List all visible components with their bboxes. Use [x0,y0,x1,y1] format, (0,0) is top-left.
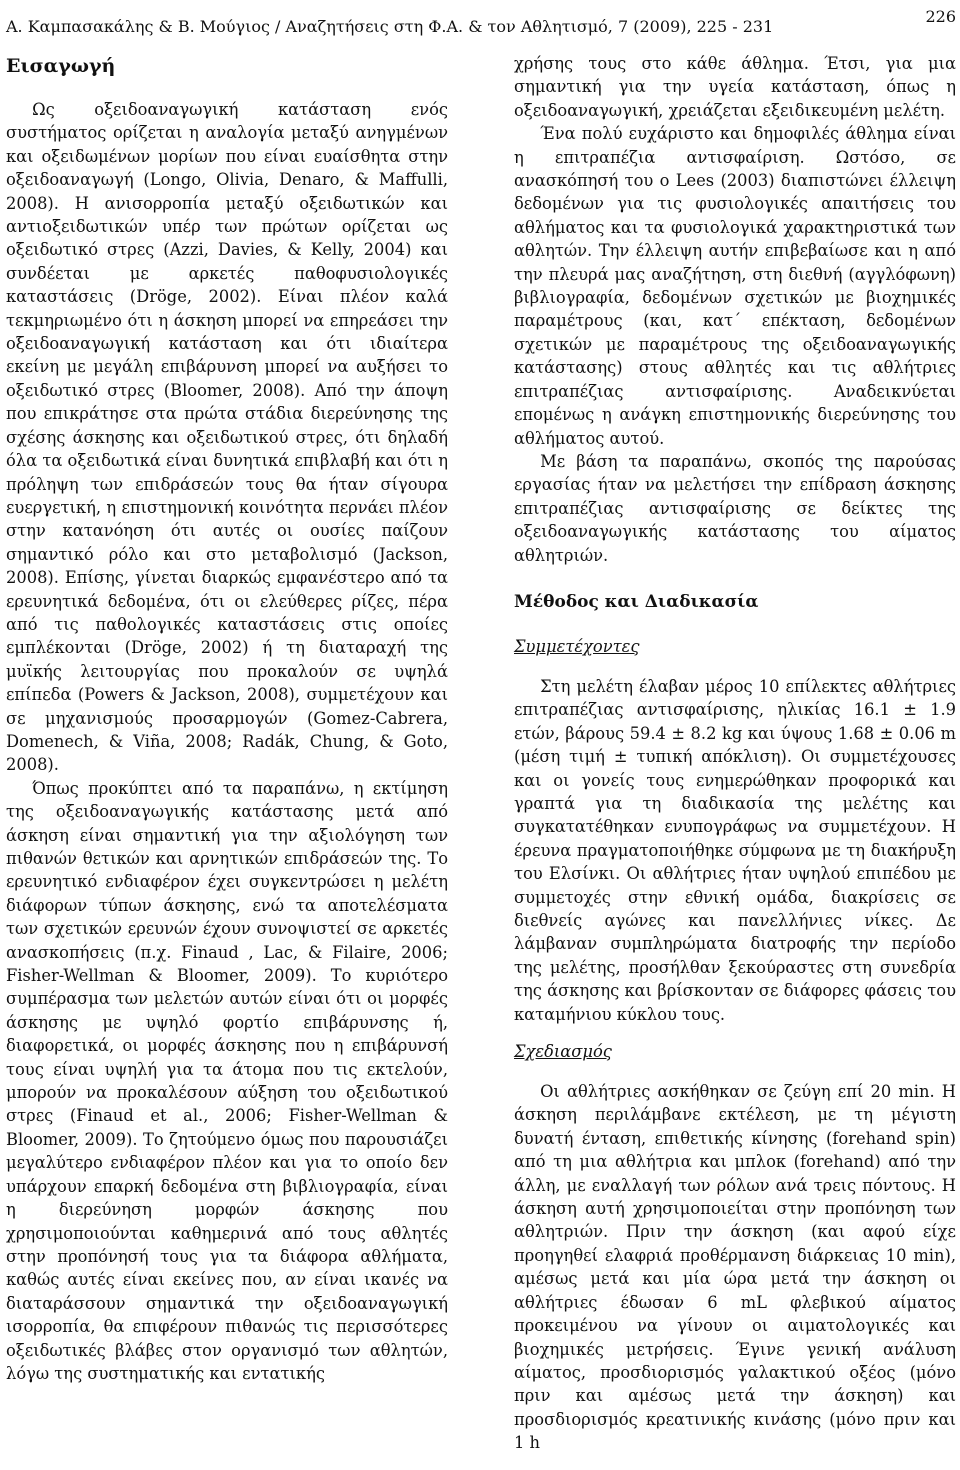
intro-paragraph: Όπως προκύπτει από τα παραπάνω, η εκτίμηση της οξειδοαναγωγικής κατάστασης μετά από άσκηση είναι σημαντική για την αξιολόγηση των πιθανών θετικών και αρνητικών επιδράσεών της. Το ερευνητικό ενδιαφέρον έχει συγκεντρώσει η μελέτη διάφορων τύπων άσκησης, ενώ τα αποτελέσματα των σχετικών ερευνών έχουν συνοψιστεί σε αρκετές ανασκοπήσεις (π.χ. Finaud , Lac, & Filaire, 2006; Fisher-Wellman & Bloomer, 2009). Το κυριότερο συμπέρασμα των μελετών αυτών είναι ότι οι μορφές άσκησης με υψηλό φορτίο επιβάρυνσης ή, διαφορετικά, οι μορφές άσκησης που η επιβάρυνσή τους είναι υψηλή για τα άτομα που τις εκτελούν, μπορούν να προκαλέσουν αύξηση του οξειδωτικού στρες (Finaud et al., 2006; Fisher-Wellman & Bloomer, 2009). Το ζητούμενο όμως που παρουσιάζει μεγαλύτερο ενδιαφέρον πλέον και για το οποίο δεν υπάρχουν επαρκή δεδομένα στη βιβλιογραφία, είναι η διερεύνηση μορφών άσκησης που χρησιμοποιούνται καθημερινά από τους αθλητές στην προπόνησή τους για τα διάφορα αθλήματα, καθώς αυτές είναι εκείνες που, αν είναι ικανές να διαταράσσουν σημαντικά την οξειδοαναγωγική ισορροπία, θα επιφέρουν πιθανώς τις περισσότερες οξειδωτικές βλάβες στον οργανισμό των αθλητών, λόγω της συστηματικής και εντατικής [6,778,448,1383]
design-paragraph: Οι αθλήτριες ασκήθηκαν σε ζεύγη επί 20 min. Η άσκηση περιλάμβανε εκτέλεση, με τη μέγιστη δυνατή ένταση, επιθετικής κίνησης (forehand spin) από τη μια αθλήτρια και μπλοκ (forehand) από την άλλη, με εναλλαγή των ρόλων ανά τρεις πόντους. Η άσκηση αυτή χρησιμοποιείται στην προπόνηση των αθλητριών. Πριν την άσκηση (και αφού είχε προηγηθεί ελαφριά προθέρμανση διάρκειας 10 min), αμέσως μετά και μία ώρα μετά την άσκηση οι αθλήτριες έδωσαν 6 mL φλεβικού αίματος προκειμένου να γίνουν οι αιματολογικές και βιοχημικές μετρήσεις. Έγινε γενική ανάλυση αίματος, προσδιορισμός γαλακτικού οξέος (μόνο πριν και αμέσως μετά την άσκηση) και προσδιορισμός κρεατινικής κινάσης (μόνο πριν και 1 h [514,1082,956,1453]
intro-paragraph: Ένα πολύ ευχάριστο και δημοφιλές άθλημα είναι η επιτραπέζια αντισφαίριση. Ωστόσο, σε ανασκόπησή του ο Lees (2003) διαπιστώνει έλλειψη δεδομένων για τις φυσιολογικές απαιτήσεις του αθλήματος και τα φυσιολογικά χαρακτηριστικά των αθλητών. Την έλλειψη αυτήν επιβεβαίωσε και η από την πλευρά μας αναζήτηση, στη διεθνή (αγγλόφωνη) βιβλιογραφία, δεδομένων σχετικών με βιοχημικές παραμέτρους (και, κατ΄ επέκταση, δεδομένων σχετικών με παραμέτρους της οξειδοαναγωγικής κατάστασης) στους αθλητές και τις αθλήτριες επιτραπέζιας αντισφαίρισης. Αναδεικνύεται επομένως η ανάγκη επιστημονικής διερεύνησης του αθλήματος αυτού. [514,124,956,448]
running-head: Α. Καμπασακάλης & Β. Μούγιος / Αναζητήσεις στη Φ.Α. & τον Αθλητισμό, 7 (2009), 225 - 231 [6,17,774,36]
intro-paragraph: Με βάση τα παραπάνω, σκοπός της παρούσας εργασίας ήταν να μελετήσει την επίδραση άσκησης επιτραπέζιας αντισφαίρισης σε δείκτες της οξειδοαναγωγικής κατάστασης του αίματος αθλητριών. [514,451,956,565]
participants-paragraph: Στη μελέτη έλαβαν μέρος 10 επίλεκτες αθλήτριες επιτραπέζιας αντισφαίρισης, ηλικίας 16.1 ± 1.9 ετών, βάρους 59.4 ± 8.2 kg και ύψους 1.68 ± 0.06 m (μέση τιμή ± τυπική απόκλιση). Οι συμμετέχουσες και οι γονείς τους ενημερώθηκαν προφορικά και γραπτά για τη διαδικασία της μελέτης και συγκατατέθηκαν ενυπογράφως να συμμετέχουν. Η έρευνα πραγματοποιήθηκε σύμφωνα με τη διακήρυξη του Ελσίνκι. Οι αθλήτριες ήταν υψηλού επιπέδου με συμμετοχές στην εθνική ομάδα, διακρίσεις σε διεθνείς αγώνες και πανελλήνιες νίκες. Δε λάμβαναν συμπληρώματα διατροφής την περίοδο της μελέτης, προσήλθαν ξεκούραστες στη συνεδρία της άσκησης και βρίσκονταν σε διάφορες φάσεις του καταμήνιου κύκλου τους. [514,676,956,1024]
left-column [6,52,448,1385]
intro-paragraph: Ως οξειδοαναγωγική κατάσταση ενός συστήματος ορίζεται η αναλογία μεταξύ ανηγμένων και οξειδωμένων μορίων που είναι ευαίσθητα στην οξειδοαναγωγή (Longo, Olivia, Denaro, & Maffulli, 2008). Η ανισορροπία μεταξύ οξειδωτικών και αντιοξειδωτικών υπέρ των πρώτων ορίζεται ως οξειδωτικό στρες (Azzi, Davies, & Kelly, 2004) και συνδέεται με αρκετές παθοφυσιολογικές καταστάσεις (Dröge, 2002). Είναι πλέον καλά τεκμηριωμένο ότι η άσκηση μπορεί να επηρεάσει την οξειδοαναγωγική κατάσταση και ότι ιδιαίτερα εκείνη με μεγάλη επιβάρυνση μπορεί να αυξήσει το οξειδωτικό στρες (Bloomer, 2008). Από την άποψη που επικράτησε στα πρώτα στάδια διερεύνησης της σχέσης άσκησης και οξειδωτικού στρες, ότι δηλαδή όλα τα οξειδωτικά είναι δυνητικά επιβλαβή και ότι η πρόληψη των επιδράσεών τους θα ήταν σίγουρα ευεργετική, η επιστημονική κοινότητα περνάει πλέον στην κατανόηση ότι αυτές οι ουσίες παίζουν σημαντικό ρόλο και στο μεταβολισμό (Jackson, 2008). Επίσης, γίνεται διαρκώς εμφανέστερο από τα ερευνητικά δεδομένα, ότι οι ελεύθερες ρίζες, πέρα από τις παθολογικές καταστάσεις στις οποίες εμπλέκονται (Dröge, 2002) ή τη διαταραχή της μυϊκής λειτουργίας που προκαλούν σε υψηλά επίπεδα (Powers & Jackson, 2008), συμμετέχουν και σε μηχανισμούς προσαρμογών (Gomez-Cabrera, Domenech, & Viña, 2008; Radák, Chung, & Goto, 2008). [6,100,448,775]
section-title-methods: Μέθοδος και Διαδικασία [514,591,759,612]
subheading-participants: Συμμετέχοντες [514,636,640,656]
page-number: 226 [925,7,956,26]
subheading-design: Σχεδιασμός [514,1042,612,1062]
page-header [6,7,956,40]
right-column [514,52,956,1455]
intro-paragraph-continued: χρήσης τους στο κάθε άθλημα. Έτσι, για μια σημαντική για την υγεία κατάσταση, όπως η οξειδοαναγωγική, χρειάζεται εξειδικευμένη μελέτη. [514,54,956,120]
section-title-introduction: Εισαγωγή [6,55,116,77]
